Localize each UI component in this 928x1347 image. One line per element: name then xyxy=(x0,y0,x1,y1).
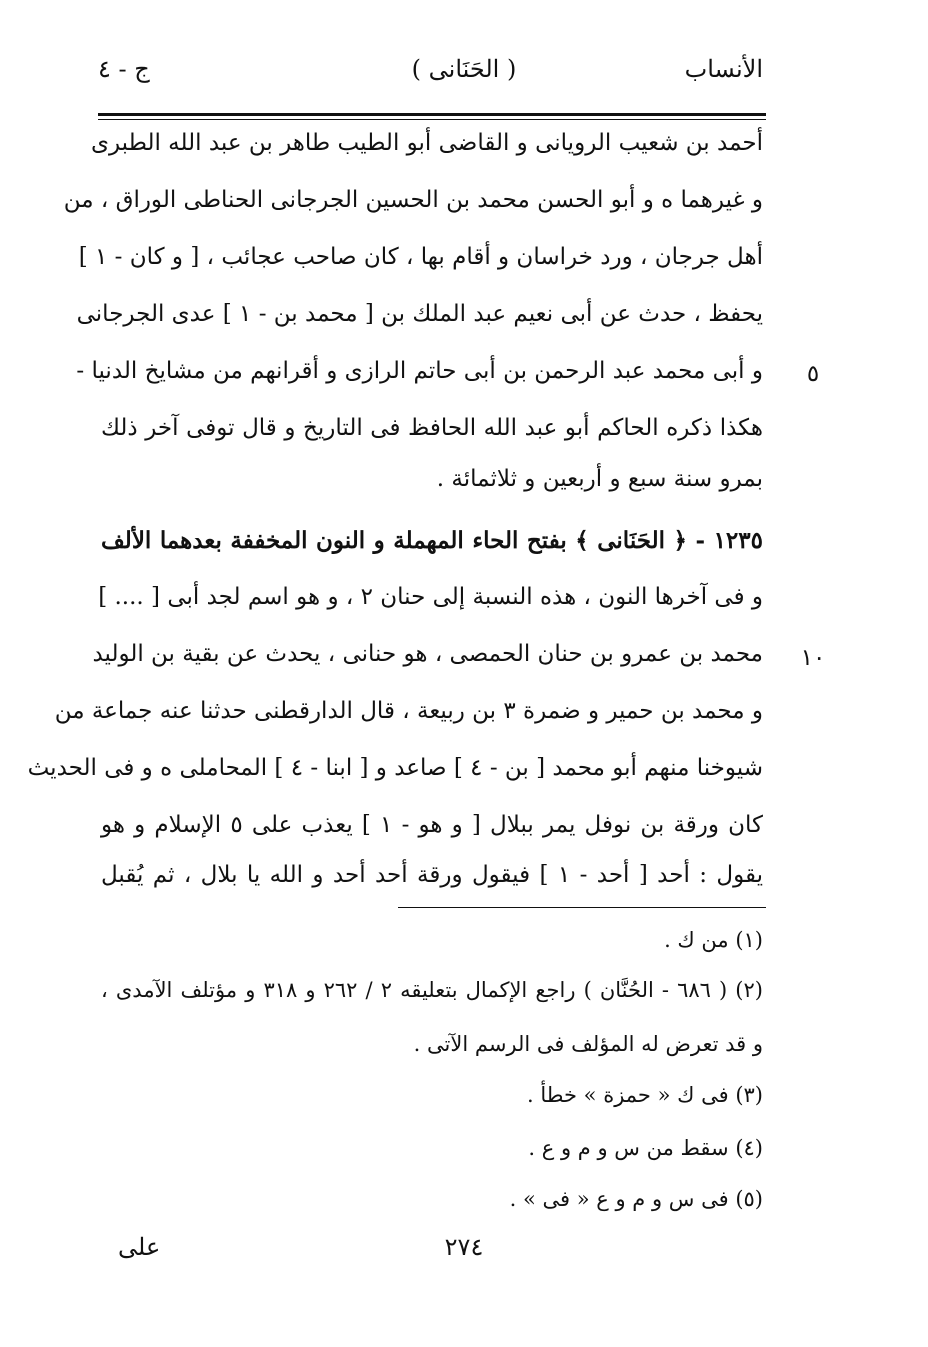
footnote-4: (٤) سقط من س و م و ع . xyxy=(528,1136,763,1160)
running-title-book: الأنساب xyxy=(684,55,763,83)
body-line: هكذا ذكره الحاكم أبو عبد الله الحافظ فى التاريخ و قال توفى آخر ذلك xyxy=(101,415,763,441)
body-line: شيوخنا منهم أبو محمد [ بن - ٤ ] صاعد و [ ابنا - ٤ ] المحاملى ه و فى الحديث xyxy=(27,755,763,781)
running-title-entry: ( الحَنَانى ) xyxy=(411,55,517,83)
header-rule-thick xyxy=(98,113,766,116)
body-line: أهل جرجان ، ورد خراسان و أقام بها ، كان صاحب عجائب ، [ و كان - ١ ] xyxy=(78,244,763,270)
footnote-2: (٢) ( ٦٨٦ - الحُنَّان ) راجع الإكمال بتعليقه ٢ / ٢٦٢ و ٣١٨ و مؤتلف الآمدى ، xyxy=(101,978,763,1002)
body-line: و فى آخرها النون ، هذه النسبة إلى حنان ٢ ، و هو اسم لجد أبى [ .... ] xyxy=(98,584,763,610)
body-line: محمد بن عمرو بن حنان الحمصى ، هو حنانى ، يحدث عن بقية بن الوليد xyxy=(92,641,763,667)
catchword: على xyxy=(118,1233,161,1261)
footnote-2-continued: و قد تعرض له المؤلف فى الرسم الآتى . xyxy=(413,1032,763,1056)
footnote-separator xyxy=(398,907,766,908)
volume-indicator: ج - ٤ xyxy=(98,55,150,83)
footnote-3: (٣) فى ك « حمزة » خطأ . xyxy=(527,1083,763,1107)
page-number: ٢٧٤ xyxy=(444,1233,484,1261)
body-line: و أبى محمد عبد الرحمن بن أبى حاتم الرازى و أقرانهم من مشايخ الدنيا - xyxy=(76,358,763,384)
body-line: و محمد بن حمير و ضمرة ٣ بن ربيعة ، قال الدارقطنى حدثنا عنه جماعة من xyxy=(54,698,763,724)
entry-heading-line: ١٢٣٥ - ﴿ الحَنَانى ﴾ بفتح الحاء المهملة و النون المخففة بعدهما الألف xyxy=(101,527,763,554)
body-line: بمرو سنة سبع و أربعين و ثلاثمائة . xyxy=(436,466,763,492)
body-line: يقول : أحد [ أحد - ١ ] فيقول ورقة أحد أحد و الله يا بلال ، ثم يُقبل xyxy=(101,862,763,888)
body-line: يحفظ ، حدث عن أبى نعيم عبد الملك بن [ محمد بن - ١ ] عدى الجرجانى xyxy=(76,301,763,327)
footnote-5: (٥) فى س و م و ع « فى » . xyxy=(509,1187,763,1211)
line-number-10: ١٠ xyxy=(800,645,826,671)
body-line: أحمد بن شعيب الرويانى و القاضى أبو الطيب طاهر بن عبد الله الطبرى xyxy=(90,130,763,156)
footnote-1: (١) من ك . xyxy=(664,928,763,952)
line-number-5: ٥ xyxy=(806,361,820,387)
body-line: كان ورقة بن نوفل يمر ببلال [ و هو - ١ ] يعذب على ٥ الإسلام و هو xyxy=(101,812,764,838)
body-line: و غيرهما ه و أبو الحسن محمد بن الحسين الجرجانى الحناطى الوراق ، من xyxy=(63,187,763,213)
header-rule-thin xyxy=(98,119,766,120)
